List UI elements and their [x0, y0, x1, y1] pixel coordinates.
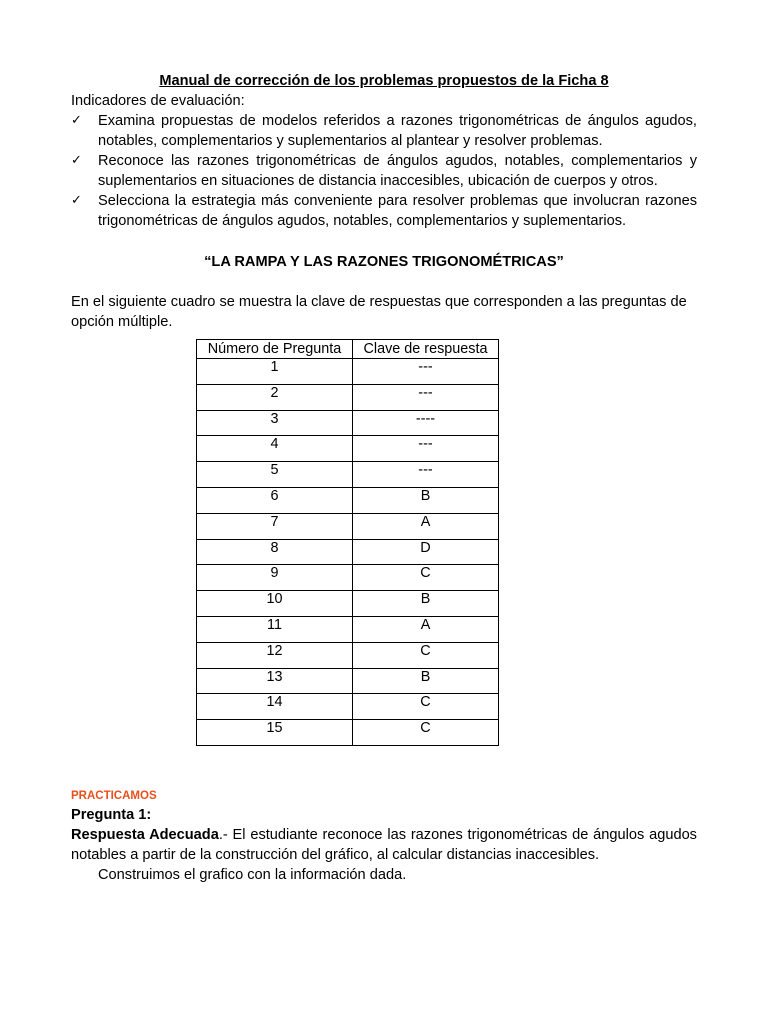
table-row — [197, 694, 499, 720]
question-number-cell: 4 — [197, 436, 353, 462]
answer-key-cell: A — [353, 513, 499, 539]
question-number-cell: 8 — [197, 539, 353, 565]
table-body — [197, 359, 499, 746]
table-row — [197, 487, 499, 513]
table-row — [197, 616, 499, 642]
answer-key-cell: ---- — [353, 410, 499, 436]
indicators-list — [71, 111, 697, 231]
section-title: “LA RAMPA Y LAS RAZONES TRIGONOMÉTRICAS” — [204, 254, 564, 270]
table-row — [197, 565, 499, 591]
answer-key-cell: C — [353, 720, 499, 746]
checkmark-icon: ✓ — [71, 113, 82, 128]
answer-key-cell: B — [353, 668, 499, 694]
intro-paragraph: En el siguiente cuadro se muestra la clave de respuestas que corresponden a las preguntas de opción múltiple. — [71, 294, 687, 330]
checkmark-icon: ✓ — [71, 193, 82, 208]
column-header-answer: Clave de respuesta — [353, 340, 499, 359]
table-row — [197, 359, 499, 385]
question-number-cell: 7 — [197, 513, 353, 539]
answer-paragraph — [71, 825, 697, 865]
question-label: Pregunta 1: — [71, 806, 152, 823]
answer-key-table — [196, 339, 499, 746]
answer-key-cell: --- — [353, 384, 499, 410]
question-number-cell: 12 — [197, 642, 353, 668]
indicator-text: Selecciona la estrategia más conveniente para resolver problemas que involucran razones trigonométricas de ángulos agudos, notables, complementarios y suplementarios. — [98, 193, 697, 229]
indicator-item — [71, 151, 697, 191]
answer-key-cell: --- — [353, 436, 499, 462]
table-row — [197, 720, 499, 746]
answer-key-cell: --- — [353, 359, 499, 385]
answer-text: .- El estudiante reconoce las razones trigonométricas de ángulos agudos notables a partir de la construcción del gráfico, al calcular distancias inaccesibles. — [71, 826, 697, 863]
question-number-cell: 15 — [197, 720, 353, 746]
answer-key-cell: C — [353, 565, 499, 591]
table-row — [197, 668, 499, 694]
checkmark-icon: ✓ — [71, 153, 82, 168]
question-number-cell: 6 — [197, 487, 353, 513]
answer-key-cell: C — [353, 642, 499, 668]
question-number-cell: 1 — [197, 359, 353, 385]
answer-key-cell: B — [353, 487, 499, 513]
table-row — [197, 384, 499, 410]
table-row — [197, 642, 499, 668]
table-row — [197, 462, 499, 488]
table-row — [197, 591, 499, 617]
question-number-cell: 11 — [197, 616, 353, 642]
question-number-cell: 3 — [197, 410, 353, 436]
indicators-heading: Indicadores de evaluación: — [71, 93, 245, 109]
table-row — [197, 410, 499, 436]
practice-label: PRACTICAMOS — [71, 789, 157, 802]
answer-label: Respuesta Adecuada — [71, 826, 219, 843]
document-page — [71, 71, 697, 885]
column-header-question: Número de Pregunta — [197, 340, 353, 359]
answer-key-cell: B — [353, 591, 499, 617]
answer-key-cell: A — [353, 616, 499, 642]
final-line: Construimos el grafico con la información dada. — [98, 866, 407, 883]
document-title: Manual de corrección de los problemas propuestos de la Ficha 8 — [159, 73, 609, 89]
question-number-cell: 10 — [197, 591, 353, 617]
indicator-text: Reconoce las razones trigonométricas de ángulos agudos, notables, complementarios y suplementarios en situaciones de distancia inaccesibles, ubicación de cuerpos y otros. — [98, 153, 697, 189]
table-header-row — [197, 340, 499, 359]
table-row — [197, 513, 499, 539]
indicator-text: Examina propuestas de modelos referidos a razones trigonométricas de ángulos agudos, notables, complementarios y suplementarios al plantear y resolver problemas. — [98, 113, 697, 149]
question-number-cell: 14 — [197, 694, 353, 720]
table-row — [197, 436, 499, 462]
question-number-cell: 13 — [197, 668, 353, 694]
table-row — [197, 539, 499, 565]
answer-key-cell: C — [353, 694, 499, 720]
answer-key-cell: D — [353, 539, 499, 565]
question-number-cell: 9 — [197, 565, 353, 591]
question-number-cell: 5 — [197, 462, 353, 488]
indicator-item — [71, 111, 697, 151]
indicator-item — [71, 191, 697, 231]
question-number-cell: 2 — [197, 384, 353, 410]
answer-key-cell: --- — [353, 462, 499, 488]
